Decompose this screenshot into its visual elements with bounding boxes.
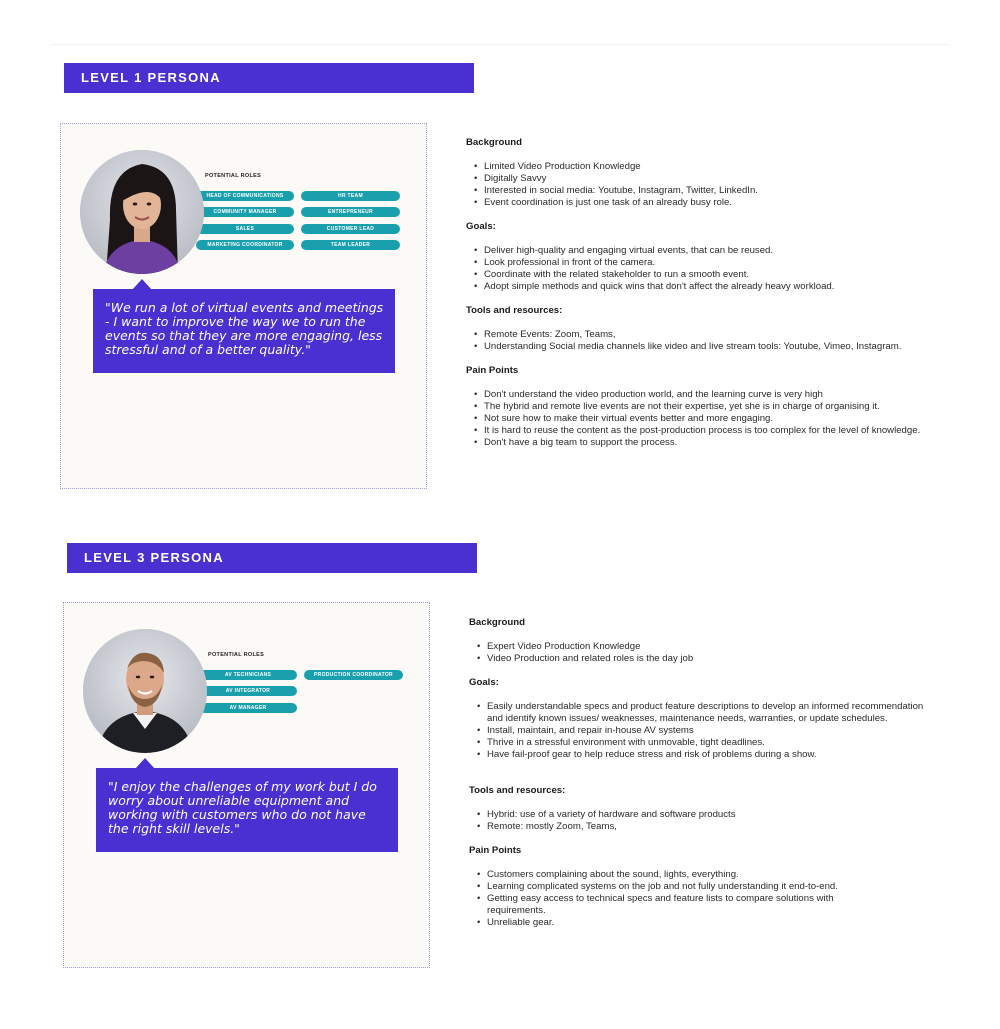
list-item: • Not sure how to make their virtual events better and more engaging. (474, 413, 921, 425)
list-item: • Thrive in a stressful environment with unmovable, tight deadlines. (477, 737, 924, 749)
section-heading: Background (469, 617, 525, 628)
bullet-list (469, 809, 959, 833)
list-item: • Learning complicated systems on the job and not fully understanding it end-to-end. (477, 881, 859, 893)
persona-1-role-pill: HR TEAM (301, 191, 400, 201)
list-item: • Adopt simple methods and quick wins that don't affect the already heavy workload. (474, 281, 956, 293)
bullet-list (466, 329, 956, 353)
top-divider (50, 44, 950, 45)
bullet-list (469, 641, 959, 665)
list-item: • Digitally Savvy (474, 173, 956, 185)
list-item: • Video Production and related roles is the day job (477, 653, 959, 665)
list-item: • Don't have a big team to support the process. (474, 437, 921, 449)
persona-1-details (466, 137, 956, 449)
persona-2-role-pill: PRODUCTION COORDINATOR (304, 670, 403, 680)
section-heading: Tools and resources: (469, 785, 566, 796)
persona-1-role-pill: COMMUNITY MANAGER (196, 207, 294, 217)
list-item: • Easily understandable specs and product feature descriptions to develop an informed recommendation and identify known issues/ weaknesses, maintenance needs, warranties, or update schedules. (477, 701, 924, 725)
list-item: • Remote Events: Zoom, Teams, (474, 329, 956, 341)
bullet-list (466, 389, 921, 449)
persona-2-banner (67, 543, 477, 573)
section-heading: Goals: (469, 677, 499, 688)
persona-2-quote: "I enjoy the challenges of my work but I do worry about unreliable equipment and working with customers who do not have the right skill levels." (96, 768, 398, 852)
list-item: • The hybrid and remote live events are not their expertise, yet she is in charge of organising it. (474, 401, 921, 413)
list-item: • Limited Video Production Knowledge (474, 161, 956, 173)
bullet-list (466, 161, 956, 209)
list-item: • Understanding Social media channels like video and live stream tools: Youtube, Vimeo, Instagram. (474, 341, 956, 353)
persona-2-avatar (83, 629, 207, 753)
bullet-list (466, 245, 956, 293)
list-item: • Look professional in front of the camera. (474, 257, 956, 269)
persona-2-roles-title: POTENTIAL ROLES (208, 652, 265, 658)
list-item: • Don't understand the video production world, and the learning curve is very high (474, 389, 921, 401)
persona-1-roles-title: POTENTIAL ROLES (205, 173, 262, 179)
list-item: • Event coordination is just one task of an already busy role. (474, 197, 956, 209)
persona-2-role-pill: AV TECHNICIANS (199, 670, 297, 680)
persona-2-details (469, 617, 959, 929)
persona-1-avatar (80, 150, 204, 274)
persona-1-role-pill: MARKETING COORDINATOR (196, 240, 294, 250)
list-item: • Getting easy access to technical specs and feature lists to compare solutions with requirements. (477, 893, 859, 917)
persona-1-banner-label: LEVEL 1 PERSONA (81, 70, 221, 85)
persona-2-card (63, 602, 430, 968)
list-item: • Have fail-proof gear to help reduce stress and risk of problems during a show. (477, 749, 924, 761)
persona-2-role-pill: AV MANAGER (199, 703, 297, 713)
section-heading: Pain Points (466, 365, 519, 376)
persona-2-role-pill: AV INTEGRATOR (199, 686, 297, 696)
persona-1-banner (64, 63, 474, 93)
list-item: • Customers complaining about the sound, lights, everything. (477, 869, 859, 881)
list-item: • Remote: mostly Zoom, Teams, (477, 821, 959, 833)
persona-1-quote: "We run a lot of virtual events and meetings - I want to improve the way we to run the events so that they are more engaging, less stressful and of a better quality." (93, 289, 395, 373)
list-item: • Hybrid: use of a variety of hardware and software products (477, 809, 959, 821)
bullet-list (469, 701, 924, 761)
persona-1-role-pill: ENTREPRENEUR (301, 207, 400, 217)
list-item: • Unreliable gear. (477, 917, 859, 929)
list-item: • Deliver high-quality and engaging virtual events, that can be reused. (474, 245, 956, 257)
section-heading: Pain Points (469, 845, 522, 856)
list-item: • It is hard to reuse the content as the post-production process is too complex for the level of knowledge. (474, 425, 921, 437)
section-heading: Tools and resources: (466, 305, 563, 316)
list-item: • Install, maintain, and repair in-house AV systems (477, 725, 924, 737)
section-heading: Goals: (466, 221, 496, 232)
persona-1-role-pill: CUSTOMER LEAD (301, 224, 400, 234)
list-item: • Interested in social media: Youtube, Instagram, Twitter, LinkedIn. (474, 185, 956, 197)
list-item: • Expert Video Production Knowledge (477, 641, 959, 653)
section-heading: Background (466, 137, 522, 148)
persona-1-role-pill: SALES (196, 224, 294, 234)
persona-1-card (60, 123, 427, 489)
man-portrait-icon (83, 629, 207, 753)
list-item: • Coordinate with the related stakeholder to run a smooth event. (474, 269, 956, 281)
bullet-list (469, 869, 859, 929)
woman-portrait-icon (80, 150, 204, 274)
persona-1-role-pill: HEAD OF COMMUNICATIONS (196, 191, 294, 201)
persona-2-banner-label: LEVEL 3 PERSONA (84, 550, 224, 565)
persona-1-role-pill: TEAM LEADER (301, 240, 400, 250)
